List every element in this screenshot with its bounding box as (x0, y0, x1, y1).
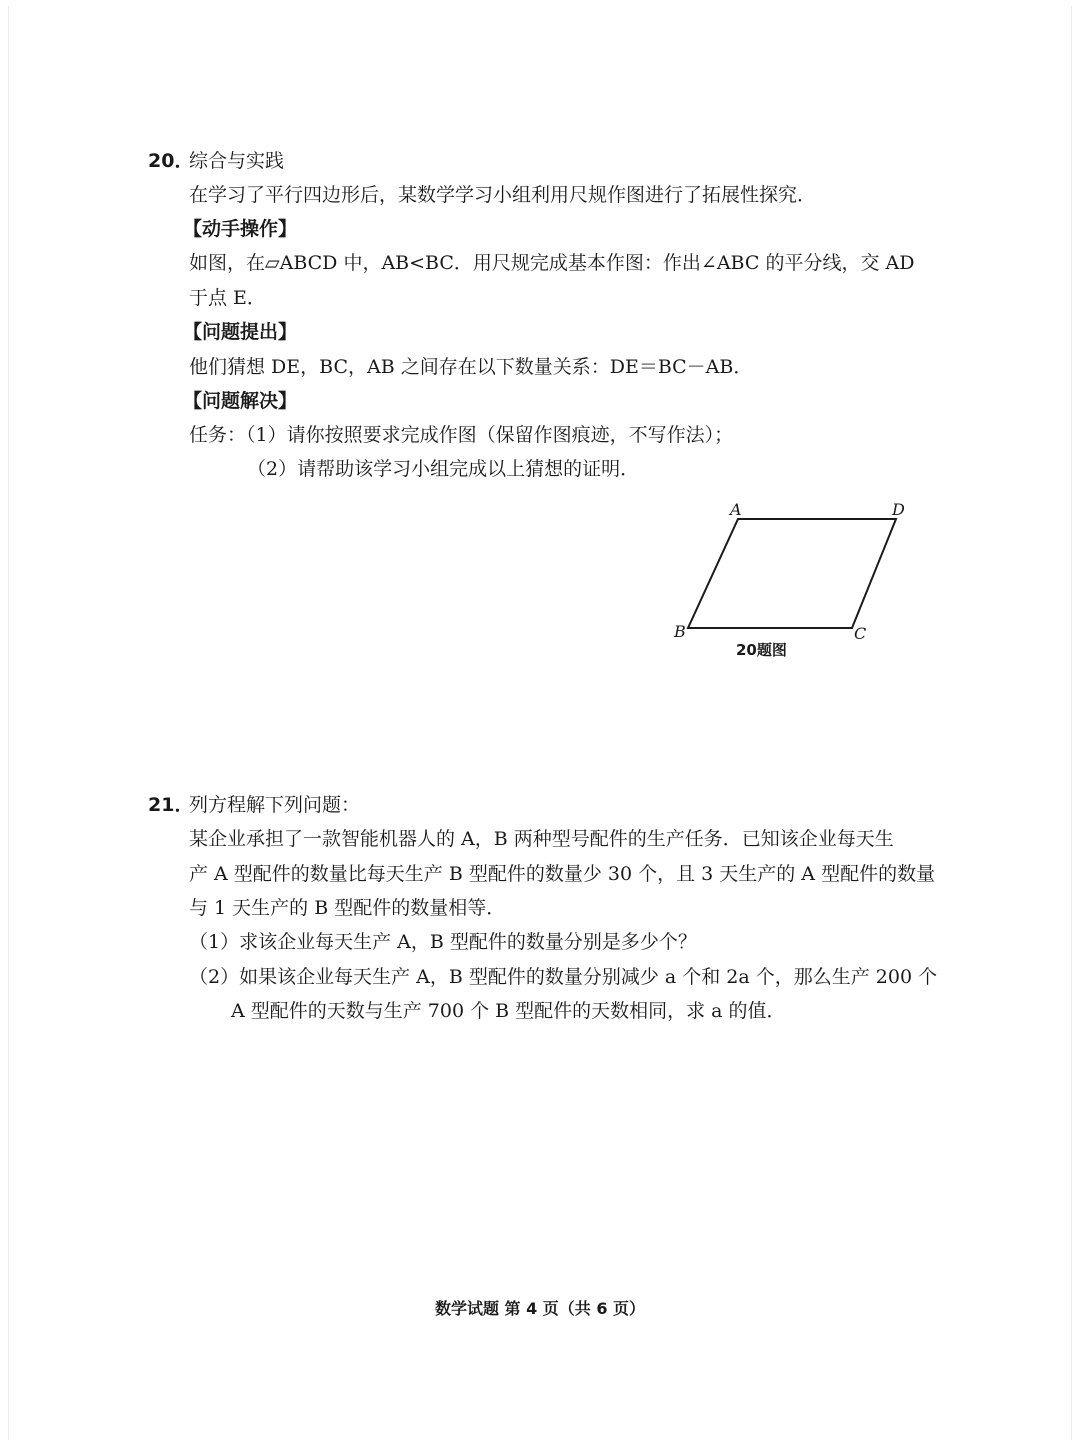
operation-text-line-2: 于点 E． (189, 287, 266, 309)
question-21-part-2-line-2: A 型配件的天数与生产 700 个 B 型配件的天数相同，求 a 的值． (231, 1000, 786, 1022)
parallelogram-svg (660, 495, 920, 675)
page-border (8, 6, 1072, 1440)
question-21-title: 列方程解下列问题： (189, 794, 361, 816)
question-21-part-2-line-1: （2）如果该企业每天生产 A，B 型配件的数量分别减少 a 个和 2a 个，那么生产 200 个 (189, 966, 938, 988)
vertex-label-a: A (730, 500, 742, 519)
vertex-label-c: C (854, 624, 867, 643)
question-21-part-1: （1）求该企业每天生产 A，B 型配件的数量分别是多少个？ (189, 931, 697, 953)
section-heading-operation: 【动手操作】 (183, 218, 298, 240)
parallelogram-figure (660, 495, 920, 675)
question-20-intro: 在学习了平行四边形后，某数学学习小组利用尺规作图进行了拓展性探究． (189, 184, 817, 206)
section-heading-solution: 【问题解决】 (183, 390, 298, 412)
vertex-label-d: D (892, 500, 905, 519)
vertex-label-b: B (674, 622, 686, 641)
question-20-number: 20． (148, 150, 194, 172)
task-2: （2）请帮助该学习小组完成以上猜想的证明． (247, 458, 640, 480)
task-1: 任务：（1）请你按照要求完成作图（保留作图痕迹，不写作法）； (189, 424, 734, 446)
conjecture-text: 他们猜想 DE，BC，AB 之间存在以下数量关系：DE＝BC－AB． (189, 356, 753, 378)
page-footer: 数学试题 第 4 页（共 6 页） (434, 1299, 646, 1318)
parallelogram-abcd (688, 519, 896, 628)
figure-caption: 20题图 (736, 641, 787, 659)
question-20-title: 综合与实践 (189, 150, 285, 172)
section-heading-question: 【问题提出】 (183, 321, 298, 343)
operation-text-line-1: 如图，在▱ABCD 中，AB<BC．用尺规完成基本作图：作出∠ABC 的平分线，交 AD (189, 252, 915, 274)
question-21-text-line-2: 产 A 型配件的数量比每天生产 B 型配件的数量少 30 个，且 3 天生产的 A 型配件的数量 (189, 863, 936, 885)
question-21-text-line-3: 与 1 天生产的 B 型配件的数量相等． (189, 897, 506, 919)
question-21-number: 21． (148, 794, 194, 816)
question-21-text-line-1: 某企业承担了一款智能机器人的 A，B 两种型号配件的生产任务．已知该企业每天生 (189, 828, 894, 850)
